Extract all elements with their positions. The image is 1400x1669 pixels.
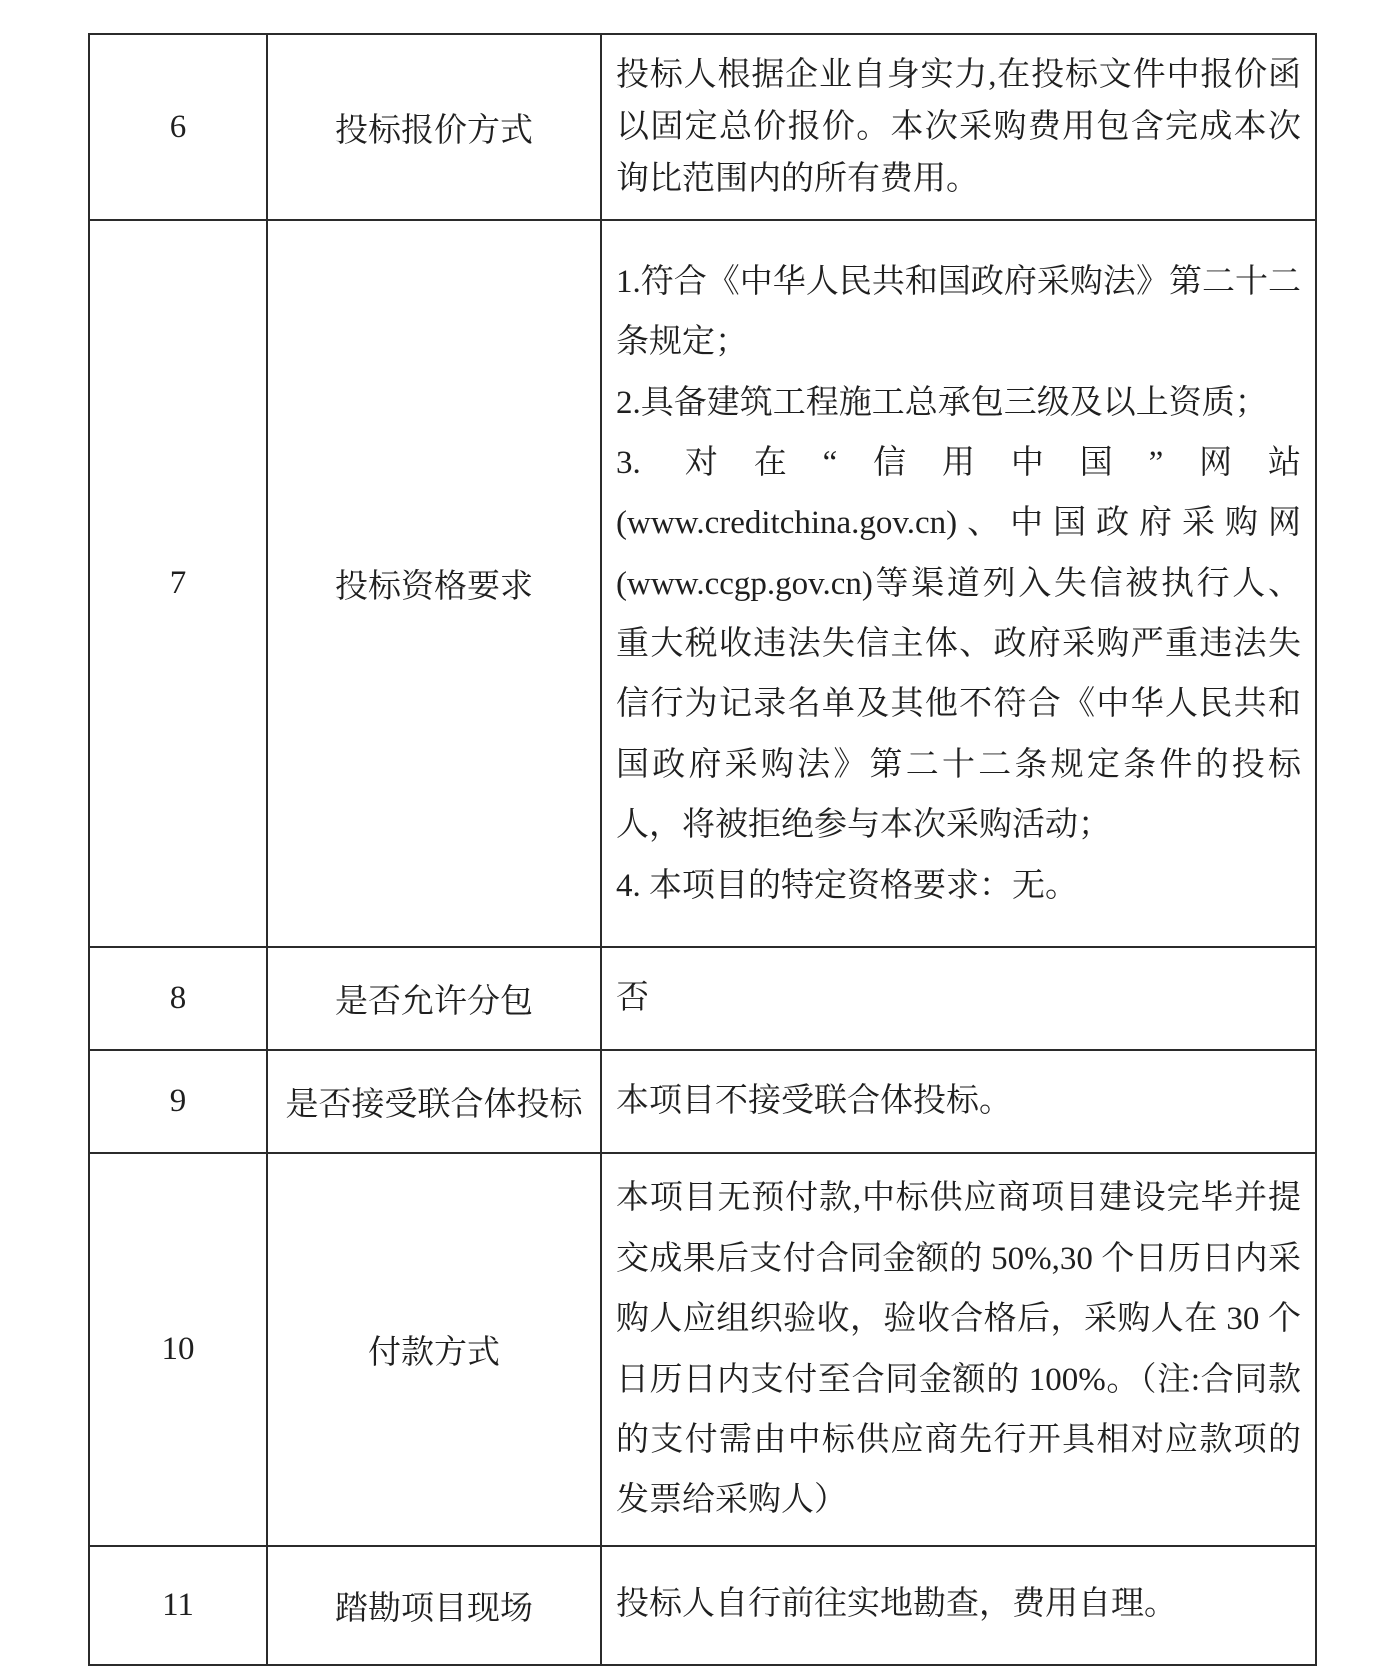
row-content bbox=[601, 1153, 1316, 1545]
table-row-6 bbox=[89, 34, 1316, 220]
row-label: 是否接受联合体投标 bbox=[267, 1050, 601, 1153]
row-label: 是否允许分包 bbox=[267, 947, 601, 1050]
row-content bbox=[601, 1546, 1316, 1665]
content-paragraph: 1.符合《中华人民共和国政府采购法》第二十二条规定； bbox=[616, 263, 1301, 361]
row-content bbox=[601, 947, 1316, 1050]
row-content bbox=[601, 34, 1316, 220]
table-row-10 bbox=[89, 1153, 1316, 1545]
content-paragraph: 投标人根据企业自身实力,在投标文件中报价函以固定总价报价。本次采购费用包含完成本次询比范围内的所有费用。 bbox=[616, 57, 1301, 198]
table-row-7 bbox=[89, 220, 1316, 947]
content-paragraph: 投标人自行前往实地勘查，费用自理。 bbox=[616, 1586, 1177, 1623]
row-content bbox=[601, 1050, 1316, 1153]
row-number: 10 bbox=[89, 1153, 267, 1545]
row-label: 投标资格要求 bbox=[267, 220, 601, 947]
procurement-info-table bbox=[88, 33, 1317, 1666]
content-paragraph: 4. 本项目的特定资格要求：无。 bbox=[616, 867, 1078, 904]
table-row-8 bbox=[89, 947, 1316, 1050]
table-row-9 bbox=[89, 1050, 1316, 1153]
content-paragraph: 2.具备建筑工程施工总承包三级及以上资质； bbox=[616, 384, 1268, 421]
content-paragraph: 本项目无预付款,中标供应商项目建设完毕并提交成果后支付合同金额的 50%,30 个日历日内采购人应组织验收，验收合格后，采购人在 30 个日历日内支付至合同金额的 100%。（注:合同款的支付需由中标供应商先行开具相对应款项的发票给采购人） bbox=[616, 1180, 1301, 1519]
row-content bbox=[601, 220, 1316, 947]
content-paragraph: 3. 对在“信用中国”网站(www.creditchina.gov.cn)、中国政府采购网(www.ccgp.gov.cn)等渠道列入失信被执行人、重大税收违法失信主体、政府采购严重违法失信行为记录名单及其他不符合《中华人民共和国政府采购法》第二十二条规定条件的投标人，将被拒绝参与本次采购活动； bbox=[616, 444, 1301, 844]
row-number: 11 bbox=[89, 1546, 267, 1665]
row-number: 9 bbox=[89, 1050, 267, 1153]
content-paragraph: 否 bbox=[616, 980, 649, 1017]
content-paragraph: 本项目不接受联合体投标。 bbox=[616, 1083, 1012, 1120]
row-label: 踏勘项目现场 bbox=[267, 1546, 601, 1665]
row-number: 6 bbox=[89, 34, 267, 220]
row-label: 投标报价方式 bbox=[267, 34, 601, 220]
row-label: 付款方式 bbox=[267, 1153, 601, 1545]
row-number: 7 bbox=[89, 220, 267, 947]
row-number: 8 bbox=[89, 947, 267, 1050]
table-row-11 bbox=[89, 1546, 1316, 1665]
